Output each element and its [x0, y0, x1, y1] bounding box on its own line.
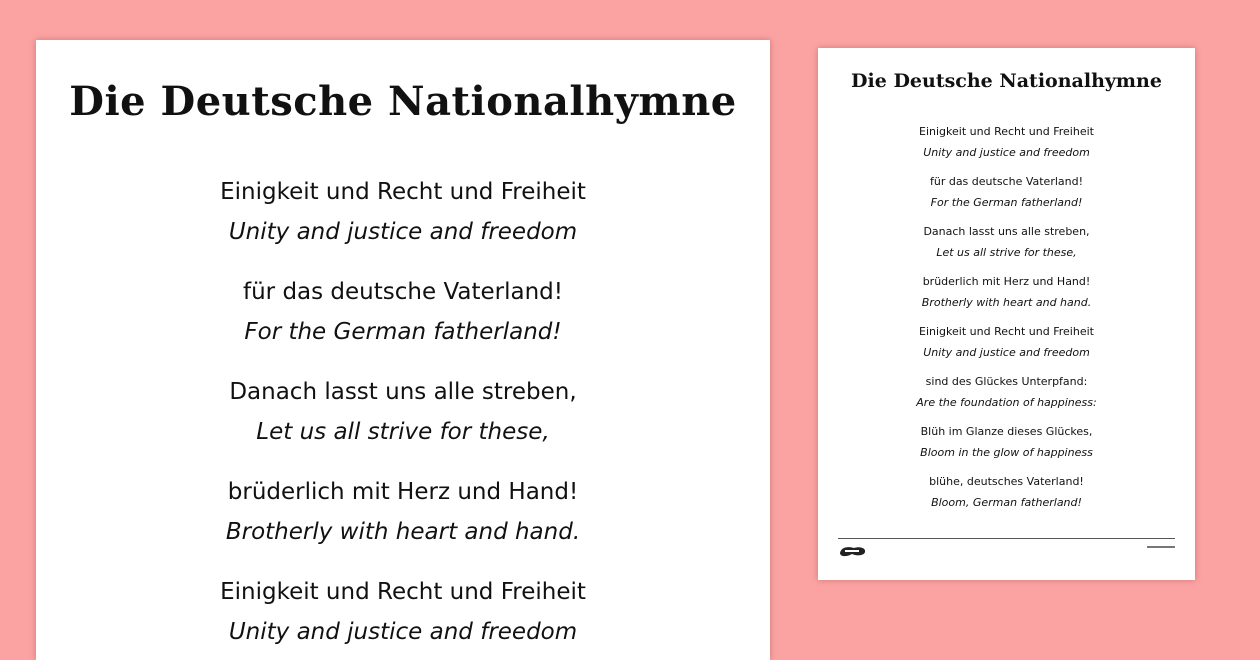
worksheet-large: [36, 40, 770, 660]
english-line: Bloom in the glow of happiness: [920, 446, 1093, 459]
english-line: Unity and justice and freedom: [228, 619, 578, 645]
german-line: für das deutsche Vaterland!: [929, 175, 1084, 188]
german-line: Blüh im Glanze dieses Glückes,: [920, 425, 1093, 438]
footer-divider: [838, 538, 1175, 539]
stanza: [818, 221, 1195, 263]
stanza: [818, 371, 1195, 413]
english-line: Let us all strive for these,: [936, 246, 1077, 259]
stanza: [818, 121, 1195, 163]
german-line: Danach lasst uns alle streben,: [923, 225, 1090, 238]
stanza: [818, 421, 1195, 463]
german-line: Einigkeit und Recht und Freiheit: [220, 179, 586, 205]
stanza: [818, 171, 1195, 213]
stanza: [818, 471, 1195, 513]
german-line: sind des Glückes Unterpfand:: [925, 375, 1088, 388]
stanza: [36, 372, 770, 452]
footer-reference-mark: [1147, 544, 1175, 550]
german-line: brüderlich mit Herz und Hand!: [922, 275, 1091, 288]
german-line: Danach lasst uns alle streben,: [229, 379, 577, 405]
stanza: [36, 272, 770, 352]
english-line: Unity and justice and freedom: [228, 219, 578, 245]
english-line: For the German fatherland!: [930, 196, 1083, 209]
page-title: Die Deutsche Nationalhymne: [69, 78, 737, 125]
lyrics: [818, 121, 1195, 513]
stanza: [36, 572, 770, 652]
thumbnail-title: Die Deutsche Nationalhymne: [851, 70, 1162, 92]
english-line: For the German fatherland!: [244, 319, 562, 345]
english-line: Let us all strive for these,: [256, 419, 550, 445]
stanza: [36, 472, 770, 552]
stanza: [818, 321, 1195, 363]
german-line: für das deutsche Vaterland!: [243, 279, 563, 305]
english-line: Unity and justice and freedom: [923, 346, 1090, 359]
english-line: Bloom, German fatherland!: [931, 496, 1082, 509]
lyrics: [36, 172, 770, 652]
english-line: Are the foundation of happiness:: [916, 396, 1097, 409]
german-line: blühe, deutsches Vaterland!: [929, 475, 1084, 488]
worksheet-thumbnail: [818, 48, 1195, 580]
german-line: brüderlich mit Herz und Hand!: [227, 479, 579, 505]
german-line: Einigkeit und Recht und Freiheit: [919, 125, 1094, 138]
stanza: [818, 271, 1195, 313]
german-line: Einigkeit und Recht und Freiheit: [919, 325, 1094, 338]
german-line: Einigkeit und Recht und Freiheit: [220, 579, 586, 605]
english-line: Unity and justice and freedom: [923, 146, 1090, 159]
english-line: Brotherly with heart and hand.: [225, 519, 581, 545]
stanza: [36, 172, 770, 252]
brand-logo-icon: [838, 544, 868, 558]
english-line: Brotherly with heart and hand.: [921, 296, 1092, 309]
